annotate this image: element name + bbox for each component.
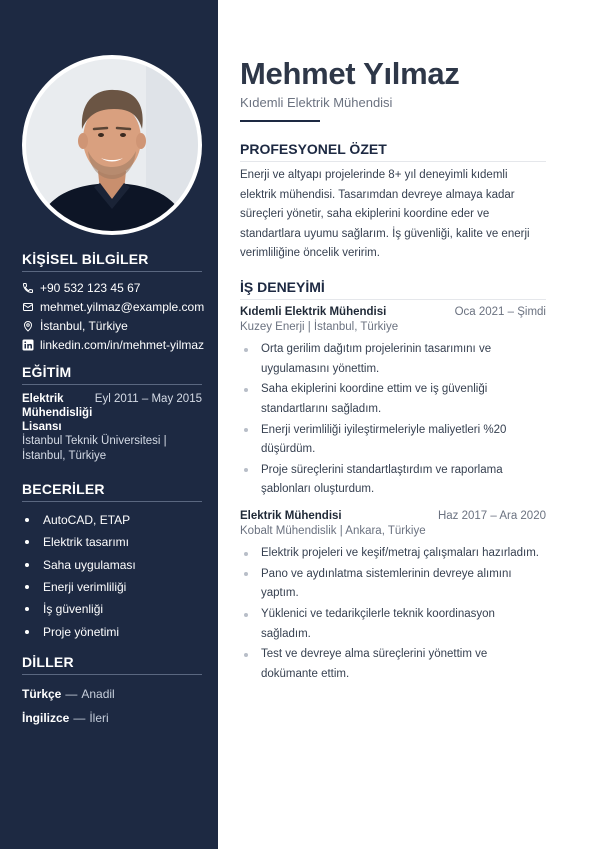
job-entry	[240, 306, 546, 501]
languages-section	[22, 654, 202, 730]
job-role: Elektrik Mühendisi	[240, 510, 342, 522]
language-name: Türkçe	[22, 687, 62, 701]
job-bullet: Pano ve aydınlatma sistemlerinin devreye alımını yaptım.	[240, 565, 546, 604]
skill-item: Enerji verimliliği	[22, 576, 202, 598]
job-date: Haz 2017 – Ara 2020	[437, 510, 546, 522]
contact-location-text: İstanbul, Türkiye	[40, 319, 128, 333]
job-bullet: Proje süreçlerini standartlaştırdım ve raporlama şablonları oluşturdum.	[240, 461, 546, 500]
summary-text: Enerji ve altyapı projelerinde 8+ yıl deneyimli kıdemli elektrik mühendisi. Tasarımdan devreye almaya kadar süreçleri yönetir, saha ekiplerini koordine eder ve standartlara uyumu sağlarım. İş güvenliği, kalite ve enerji verimliliğine öncelik veririm.	[240, 169, 530, 260]
job-company: Kobalt Mühendislik | Ankara, Türkiye	[240, 525, 426, 537]
education-degree: Elektrik Mühendisliği Lisansı	[22, 393, 93, 433]
education-heading: EĞİTİM	[22, 364, 202, 385]
language-level: İleri	[89, 711, 109, 725]
summary-heading: PROFESYONEL ÖZET	[240, 141, 546, 162]
contact-linkedin[interactable]	[22, 336, 205, 354]
personal-info-heading: KİŞİSEL BİLGİLER	[22, 251, 202, 272]
skills-list	[22, 509, 202, 643]
linkedin-icon	[22, 339, 34, 351]
profile-photo	[26, 59, 198, 231]
skill-item: Proje yönetimi	[22, 620, 202, 642]
contact-email-text: mehmet.yilmaz@example.com	[40, 300, 205, 314]
language-separator: —	[73, 711, 86, 725]
job-bullet: Yüklenici ve tedarikçilerle teknik koordinasyon sağladım.	[240, 605, 546, 644]
title-underline	[240, 120, 320, 122]
language-item	[22, 682, 202, 706]
personal-info-section	[22, 251, 205, 355]
job-bullets	[240, 544, 546, 684]
location-pin-icon	[22, 320, 34, 332]
job-company: Kuzey Enerji | İstanbul, Türkiye	[240, 321, 399, 333]
job-bullet: Test ve devreye alma süreçlerini yönettim ve dokümante ettim.	[240, 645, 546, 684]
contact-location	[22, 317, 202, 335]
skills-heading: BECERİLER	[22, 481, 202, 502]
skills-section	[22, 481, 202, 643]
education-date: Eyl 2011 – May 2015	[94, 393, 202, 405]
sidebar	[0, 0, 218, 849]
skill-item: Elektrik tasarımı	[22, 531, 202, 553]
portrait-illustration	[26, 59, 198, 231]
education-section	[22, 364, 202, 464]
job-role: Kıdemli Elektrik Mühendisi	[240, 306, 387, 318]
language-name: İngilizce	[22, 711, 70, 725]
contact-linkedin-text: linkedin.com/in/mehmet-yilmaz	[40, 338, 205, 352]
job-entry	[240, 510, 546, 686]
contact-phone[interactable]	[22, 279, 202, 297]
education-school: İstanbul Teknik Üniversitesi | İstanbul, Türkiye	[22, 435, 167, 462]
contact-phone-text: +90 532 123 45 67	[40, 281, 141, 295]
candidate-title: Kıdemli Elektrik Mühendisi	[240, 95, 393, 110]
language-item	[22, 706, 202, 730]
job-bullet: Enerji verimliliği iyileştirmeleriyle maliyetleri %20 düşürdüm.	[240, 421, 546, 460]
skill-item: İş güvenliği	[22, 598, 202, 620]
job-bullet: Saha ekiplerini koordine ettim ve iş güvenliği standartlarını sağladım.	[240, 380, 546, 419]
skill-item: AutoCAD, ETAP	[22, 509, 202, 531]
job-date: Oca 2021 – Şimdi	[454, 306, 546, 318]
phone-icon	[22, 282, 34, 294]
candidate-name: Mehmet Yılmaz	[240, 56, 460, 91]
experience-heading: İŞ DENEYİMİ	[240, 279, 546, 300]
languages-heading: DİLLER	[22, 654, 202, 675]
job-bullets	[240, 340, 546, 500]
mail-icon	[22, 301, 34, 313]
language-separator: —	[65, 687, 78, 701]
skill-item: Saha uygulaması	[22, 554, 202, 576]
language-level: Anadil	[81, 687, 115, 701]
profile-photo-frame	[22, 55, 202, 235]
job-bullet: Elektrik projeleri ve keşif/metraj çalışmaları hazırladım.	[240, 544, 546, 564]
job-bullet: Orta gerilim dağıtım projelerinin tasarımını ve uygulamasını yönettim.	[240, 340, 546, 379]
contact-email[interactable]	[22, 298, 205, 316]
